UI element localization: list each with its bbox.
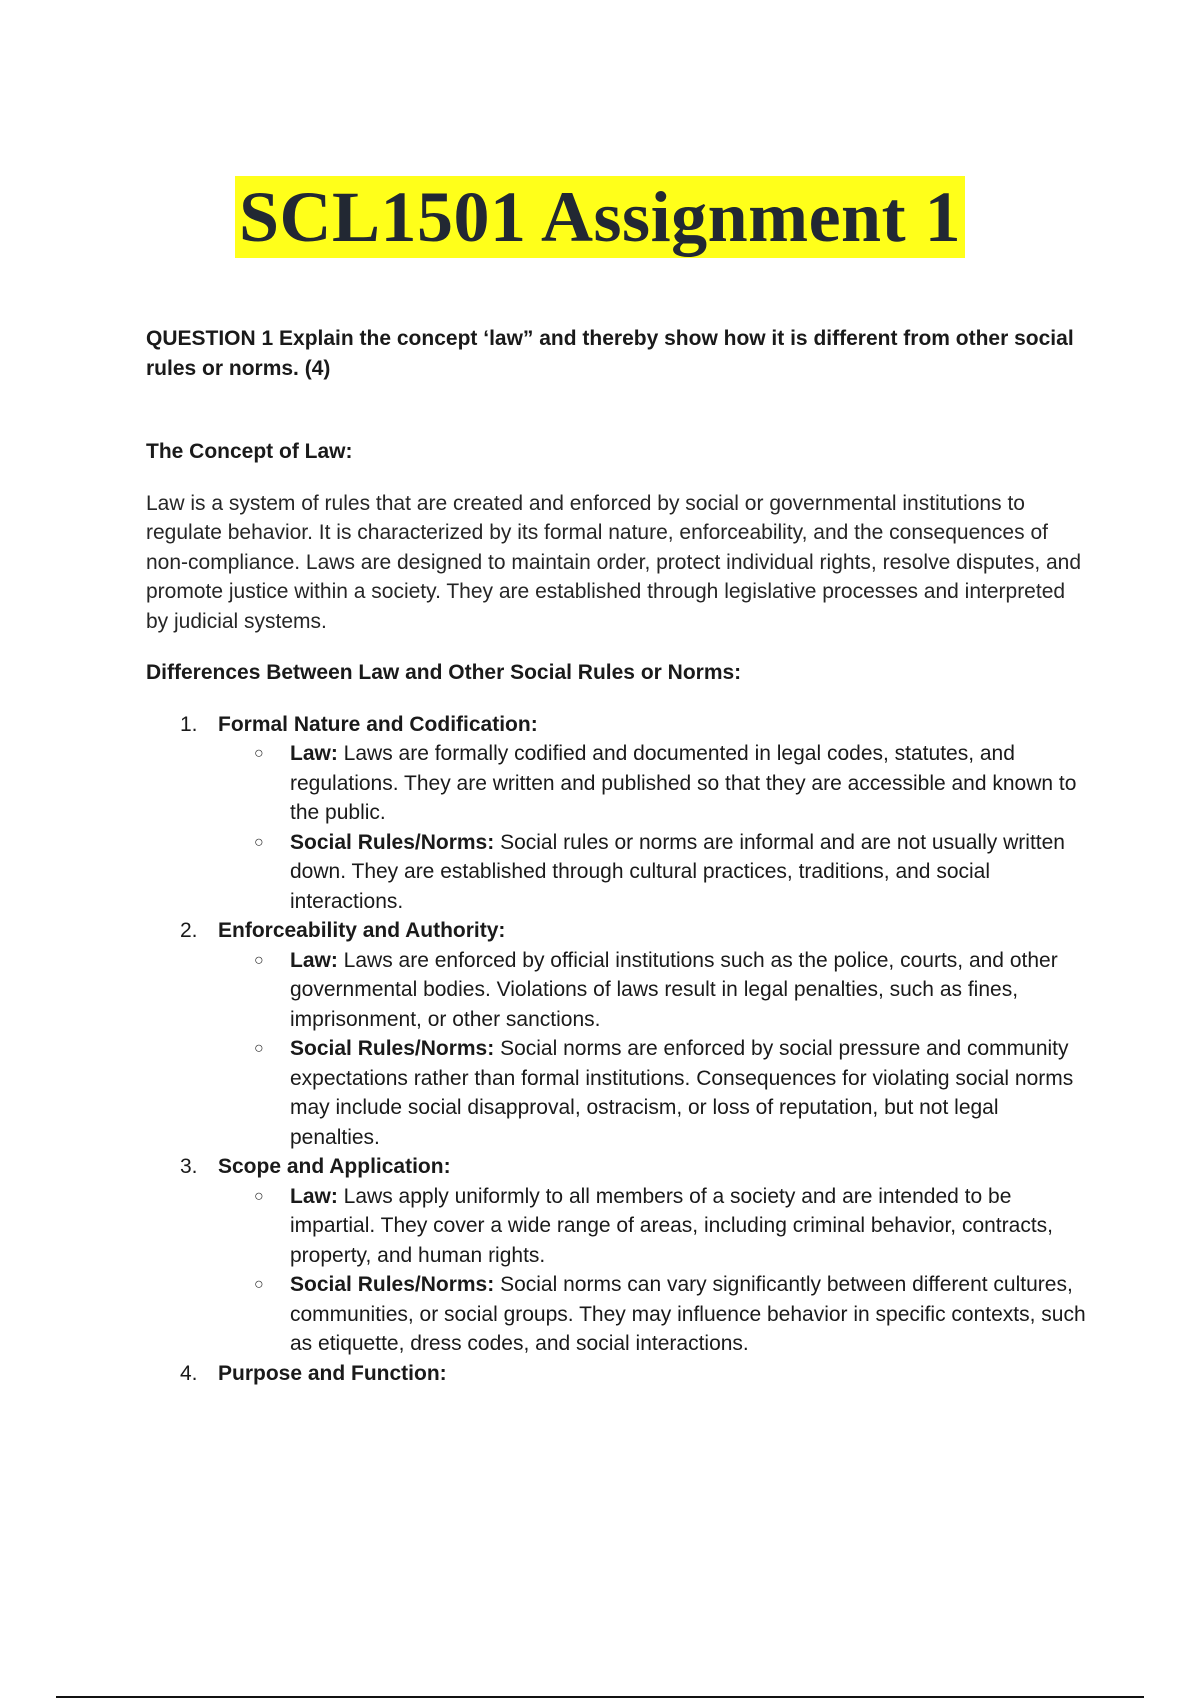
list-number: 1. bbox=[180, 712, 198, 736]
sub-item-law bbox=[218, 946, 1086, 1035]
list-item-enforceability bbox=[146, 916, 1086, 1152]
sub-list bbox=[218, 1182, 1086, 1359]
sub-label: Law: bbox=[290, 742, 338, 765]
sub-item-social-norms bbox=[218, 828, 1086, 917]
list-number: 2. bbox=[180, 919, 198, 942]
sub-text: Social norms are enforced by social pressure and community expectations rather than formal institutions. Consequences for violating social norms may include social disapproval, ostracism, or loss of reputation, but not legal penalties. bbox=[290, 1037, 1074, 1149]
sub-text: Laws are formally codified and documented in legal codes, statutes, and regulations. They are written and published so that they are accessible and known to the public. bbox=[290, 742, 1077, 824]
sub-label: Law: bbox=[290, 1184, 338, 1208]
list-number: 3. bbox=[180, 1155, 198, 1178]
point-title: Formal Nature and Codification: bbox=[218, 712, 538, 736]
document-title: SCL1501 Assignment 1 bbox=[235, 176, 965, 258]
sub-list bbox=[218, 739, 1086, 916]
differences-heading: Differences Between Law and Other Social Rules or Norms: bbox=[146, 661, 742, 684]
page-bottom-rule bbox=[56, 1696, 1144, 1698]
list-number: 4. bbox=[180, 1361, 198, 1385]
concept-heading: The Concept of Law: bbox=[146, 440, 353, 463]
sub-item-social-norms bbox=[218, 1270, 1086, 1359]
sub-text: Laws apply uniformly to all members of a society and are intended to be impartial. They cover a wide range of areas, including criminal behavior, contracts, property, and human rights. bbox=[290, 1184, 1053, 1267]
sub-item-law bbox=[218, 739, 1086, 828]
sub-label: Social Rules/Norms: bbox=[290, 1273, 495, 1296]
sub-label: Law: bbox=[290, 948, 338, 972]
question-text: QUESTION 1 Explain the concept ‘law” and thereby show how it is different from other social rules or norms. (4) bbox=[146, 327, 1074, 380]
hollow-bullet-icon: ○ bbox=[254, 1276, 264, 1293]
title-container bbox=[0, 176, 1200, 258]
point-title: Purpose and Function: bbox=[218, 1361, 447, 1385]
differences-list bbox=[146, 710, 1086, 1389]
point-title: Scope and Application: bbox=[218, 1155, 451, 1178]
point-title: Enforceability and Authority: bbox=[218, 919, 506, 942]
sub-item-social-norms bbox=[218, 1034, 1086, 1152]
sub-text: Social norms can vary significantly between different cultures, communities, or social groups. They may influence behavior in specific contexts, such as etiquette, dress codes, and social interactions. bbox=[290, 1273, 1086, 1355]
sub-text: Laws are enforced by official institutions such as the police, courts, and other governmental bodies. Violations of laws result in legal penalties, such as fines, imprisonment, or other sanctions. bbox=[290, 948, 1058, 1031]
hollow-bullet-icon: ○ bbox=[254, 1187, 264, 1205]
list-item-scope bbox=[146, 1152, 1086, 1359]
list-item-purpose bbox=[146, 1359, 1086, 1389]
document-body bbox=[146, 324, 1086, 1388]
concept-paragraph: Law is a system of rules that are created and enforced by social or governmental institutions to regulate behavior. It is characterized by its formal nature, enforceability, and the consequences of non-compliance. Laws are designed to maintain order, protect individual rights, resolve disputes, and promote justice within a society. They are established through legislative processes and interpreted by judicial systems. bbox=[146, 491, 1082, 633]
sub-label: Social Rules/Norms: bbox=[290, 830, 495, 854]
sub-label: Social Rules/Norms: bbox=[290, 1037, 495, 1060]
sub-list bbox=[218, 946, 1086, 1153]
sub-text: Social rules or norms are informal and are not usually written down. They are established through cultural practices, traditions, and social interactions. bbox=[290, 830, 1065, 913]
list-item-formal-nature bbox=[146, 710, 1086, 917]
sub-item-law bbox=[218, 1182, 1086, 1271]
hollow-bullet-icon: ○ bbox=[254, 833, 264, 851]
hollow-bullet-icon: ○ bbox=[254, 951, 264, 969]
hollow-bullet-icon: ○ bbox=[254, 1040, 264, 1057]
hollow-bullet-icon: ○ bbox=[254, 745, 264, 762]
